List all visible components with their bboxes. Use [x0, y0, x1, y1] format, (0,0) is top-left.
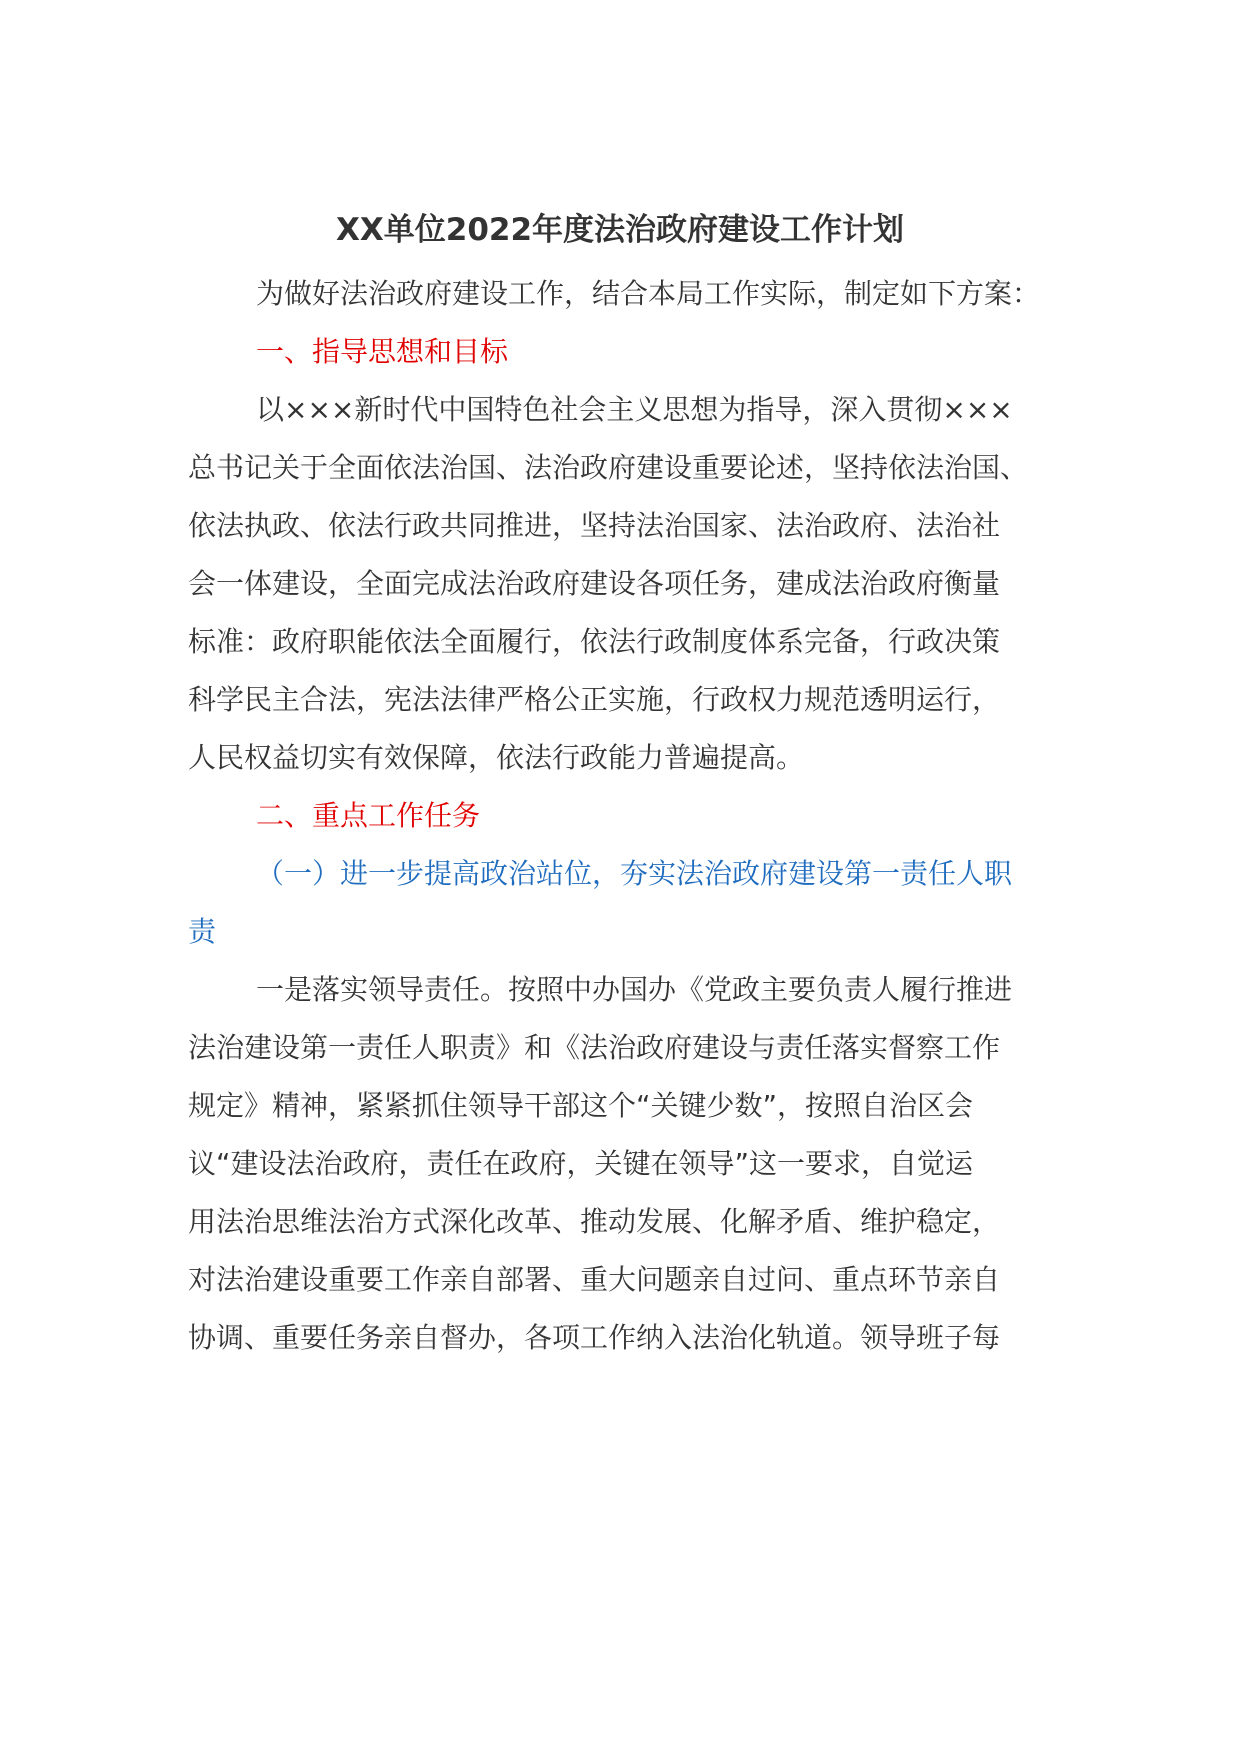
paragraph-line: 依法执政、依法行政共同推进，坚持法治国家、法治政府、法治社 [188, 509, 1001, 542]
paragraph-line: 标准：政府职能依法全面履行，依法行政制度体系完备，行政决策 [188, 625, 1001, 658]
paragraph-line: 议“建设法治政府，责任在政府，关键在领导”这一要求，自觉运 [188, 1147, 974, 1180]
paragraph-line: 对法治建设重要工作亲自部署、重大问题亲自过问、重点环节亲自 [188, 1263, 1001, 1296]
paragraph-line: 协调、重要任务亲自督办，各项工作纳入法治化轨道。领导班子每 [188, 1321, 1001, 1354]
paragraph-line: 科学民主合法，宪法法律严格公正实施，行政权力规范透明运行， [188, 683, 1001, 716]
subsection-heading: （一）进一步提高政治站位，夯实法治政府建设第一责任人职 [256, 857, 1013, 890]
paragraph-line: 人民权益切实有效保障，依法行政能力普遍提高。 [188, 741, 805, 774]
paragraph-line: 一是落实领导责任。按照中办国办《党政主要负责人履行推进 [256, 973, 1013, 1006]
intro-paragraph: 为做好法治政府建设工作，结合本局工作实际，制定如下方案： [256, 277, 1041, 310]
subsection-heading: 责 [188, 915, 217, 948]
paragraph-line: 规定》精神，紧紧抓住领导干部这个“关键少数”，按照自治区会 [188, 1089, 974, 1122]
paragraph-line: 用法治思维法治方式深化改革、推动发展、化解矛盾、维护稳定， [188, 1205, 1001, 1238]
paragraph-line: 会一体建设，全面完成法治政府建设各项任务，建成法治政府衡量 [188, 567, 1001, 600]
section-heading-1: 一、指导思想和目标 [256, 335, 509, 368]
document-title: XX单位2022年度法治政府建设工作计划 [335, 212, 905, 248]
paragraph-line: 总书记关于全面依法治国、法治政府建设重要论述，坚持依法治国、 [188, 451, 1029, 484]
paragraph-line: 法治建设第一责任人职责》和《法治政府建设与责任落实督察工作 [188, 1031, 1001, 1064]
paragraph-line: 以×××新时代中国特色社会主义思想为指导，深入贯彻××× [256, 393, 1013, 426]
section-heading-2: 二、重点工作任务 [256, 799, 481, 832]
